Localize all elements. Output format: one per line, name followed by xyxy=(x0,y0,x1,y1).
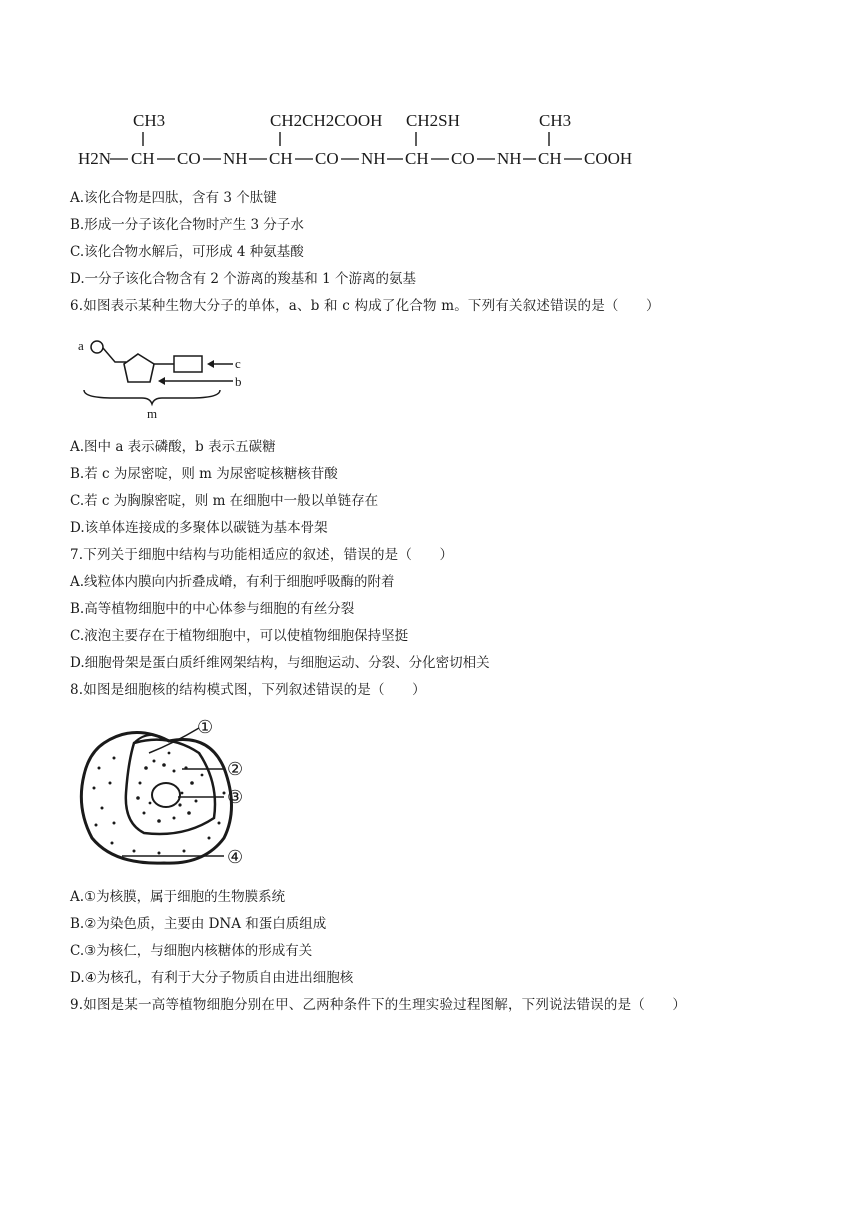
q5-option-d: D.一分子该化合物含有 2 个游离的羧基和 1 个游离的氨基 xyxy=(70,271,416,287)
q6-option-d: D.该单体连接成的多聚体以碳链为基本骨架 xyxy=(70,520,328,536)
base-rect xyxy=(174,356,202,372)
q6-stem: 6.如图表示某种生物大分子的单体，a、b 和 c 构成了化合物 m。下列有关叙述错误的是（ ） xyxy=(70,298,660,314)
q7-option-c: C.液泡主要存在于植物细胞中，可以使植物细胞保持坚挺 xyxy=(70,628,409,644)
q7-stem: 7.下列关于细胞中结构与功能相适应的叙述，错误的是（ ） xyxy=(70,547,454,563)
nucleolus-shape xyxy=(152,783,180,807)
label-3: ③ xyxy=(227,787,244,807)
pentose-shape xyxy=(124,354,154,382)
label-2: ② xyxy=(227,759,244,779)
q5-option-b: B.形成一分子该化合物时产生 3 分子水 xyxy=(70,217,304,233)
peptide-r-group-4: CH3 xyxy=(539,111,572,130)
nucleus-outline xyxy=(81,732,231,863)
label-m: m xyxy=(147,406,158,420)
q7-option-b: B.高等植物细胞中的中心体参与细胞的有丝分裂 xyxy=(70,601,355,617)
q5-option-c: C.该化合物水解后，可形成 4 种氨基酸 xyxy=(70,244,304,260)
phosphate-circle xyxy=(91,341,103,353)
q7-option-a: A.线粒体内膜向内折叠成嵴，有利于细胞呼吸酶的附着 xyxy=(70,574,395,590)
label-a: a xyxy=(78,338,84,353)
m-brace xyxy=(84,390,220,404)
q6-option-c: C.若 c 为胸腺密啶，则 m 在细胞中一般以单链存在 xyxy=(70,493,379,509)
label-c: c xyxy=(235,356,241,371)
peptide-chain-h2n: H2N xyxy=(78,149,112,168)
q8-stem: 8.如图是细胞核的结构模式图，下列叙述错误的是（ ） xyxy=(70,682,426,698)
nucleus-cutaway xyxy=(126,740,215,834)
label-b: b xyxy=(235,374,242,389)
peptide-chain-ch-4: CH xyxy=(538,149,562,168)
nucleus-figure xyxy=(74,713,274,878)
q6-option-b: B.若 c 为尿密啶，则 m 为尿密啶核糖核苷酸 xyxy=(70,466,338,482)
peptide-structure-figure xyxy=(70,104,650,176)
peptide-chain-nh-1: NH xyxy=(223,149,248,168)
q8-option-c: C.③为核仁，与细胞内核糖体的形成有关 xyxy=(70,943,313,959)
chromatin-dots xyxy=(136,752,203,823)
q5-option-a: A.该化合物是四肽，含有 3 个肽键 xyxy=(70,190,277,206)
peptide-r-group-3: CH2SH xyxy=(406,111,460,130)
peptide-chain-co-2: CO xyxy=(315,149,339,168)
peptide-chain-ch-2: CH xyxy=(269,149,293,168)
q8-option-a: A.①为核膜，属于细胞的生物膜系统 xyxy=(70,889,286,905)
peptide-chain-nh-3: NH xyxy=(497,149,522,168)
label-4: ④ xyxy=(227,847,244,867)
q8-option-d: D.④为核孔，有利于大分子物质自由进出细胞核 xyxy=(70,970,354,986)
peptide-chain-cooh: COOH xyxy=(584,149,633,168)
q6-option-a: A.图中 a 表示磷酸，b 表示五碳糖 xyxy=(70,439,276,455)
peptide-chain-ch-3: CH xyxy=(405,149,429,168)
nucleotide-figure xyxy=(74,330,254,420)
q7-option-d: D.细胞骨架是蛋白质纤维网架结构，与细胞运动、分裂、分化密切相关 xyxy=(70,655,490,671)
peptide-chain-co-3: CO xyxy=(451,149,475,168)
peptide-r-group-1: CH3 xyxy=(133,111,166,130)
peptide-chain-co-1: CO xyxy=(177,149,201,168)
q9-stem: 9.如图是某一高等植物细胞分别在甲、乙两种条件下的生理实验过程图解，下列说法错误的是（ ） xyxy=(70,997,687,1013)
label-1: ① xyxy=(197,717,214,737)
peptide-chain-nh-2: NH xyxy=(361,149,386,168)
peptide-r-group-2: CH2CH2COOH xyxy=(270,111,383,130)
peptide-chain-ch-1: CH xyxy=(131,149,155,168)
q8-option-b: B.②为染色质，主要由 DNA 和蛋白质组成 xyxy=(70,916,327,932)
